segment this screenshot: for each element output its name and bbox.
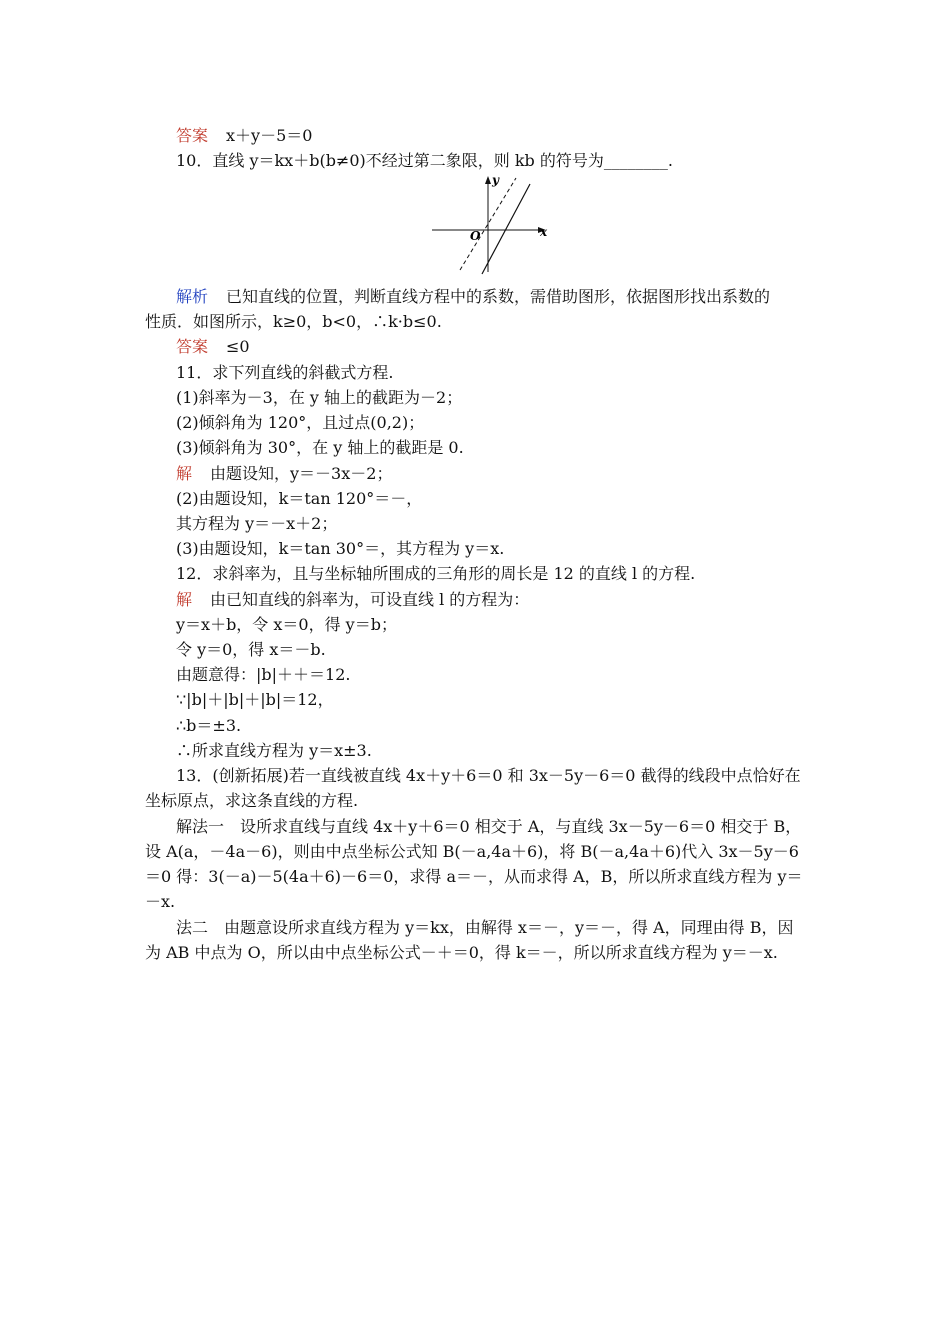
line-text: 由已知直线的斜率为，可设直线 l 的方程为： [210, 590, 530, 609]
line-text: (2)由题设知，k＝tan 120°＝－， [176, 489, 423, 508]
line-text: ≤0 [226, 337, 250, 356]
line-text: 其方程为 y＝－x＋2； [176, 514, 338, 533]
line-text: 13．(创新拓展)若一直线被直线 4x＋y＋6＝0 和 3x－5y－6＝0 截得的线段中点恰好在 [176, 766, 801, 785]
line-text: (1)斜率为－3，在 y 轴上的截距为－2； [176, 388, 463, 407]
section-label: 解 [176, 590, 193, 609]
text-line [176, 589, 529, 611]
text-line [145, 891, 175, 913]
text-line [176, 362, 393, 384]
line-text: 设 A(a，－4a－6)，则由中点坐标公式知 B(－a,4a＋6)，将 B(－a,4a＋6)代入 3x－5y－6 [145, 842, 799, 861]
line-text: ∴b＝±3. [176, 716, 242, 735]
text-line [176, 689, 334, 711]
text-line [176, 917, 793, 939]
text-line [176, 336, 250, 358]
line-text: ∴所求直线方程为 y＝x±3. [176, 741, 372, 760]
line-text: x＋y－5＝0 [226, 126, 313, 145]
text-line [145, 942, 778, 964]
line-text: (3)倾斜角为 30°，在 y 轴上的截距是 0. [176, 438, 464, 457]
text-line [176, 765, 801, 787]
line-text: 为 AB 中点为 O，所以由中点坐标公式－＋＝0，得 k＝－，所以所求直线方程为 y＝－x. [145, 943, 778, 962]
text-line [176, 538, 504, 560]
line-text: y＝x＋b，令 x＝0，得 y＝b； [176, 615, 397, 634]
y-axis-arrow-icon [485, 176, 491, 184]
text-line [176, 614, 397, 636]
text-line [176, 463, 392, 485]
line-text: 由题设知，y＝－3x－2； [210, 464, 393, 483]
section-label: 解析 [176, 287, 209, 306]
text-line [176, 286, 770, 308]
text-line [176, 125, 312, 147]
line-text: －x. [145, 892, 176, 911]
text-line [176, 387, 462, 409]
line-text: 11．求下列直线的斜截式方程. [176, 363, 394, 382]
line-text: 解法一 设所求直线与直线 4x＋y＋6＝0 相交于 A，与直线 3x－5y－6＝0 相交于 B， [176, 817, 802, 836]
text-line [176, 513, 337, 535]
line-text: 性质．如图所示，k≥0，b<0，∴k·b≤0. [145, 312, 442, 331]
origin-label: O [470, 229, 481, 243]
section-label: 答案 [176, 337, 209, 356]
text-line [145, 841, 799, 863]
line-text: (3)由题设知，k＝tan 30°＝，其方程为 y＝x. [176, 539, 505, 558]
text-line [176, 639, 326, 661]
section-label: 解 [176, 464, 193, 483]
line-text: 法二 由题意设所求直线方程为 y＝kx，由解得 x＝－，y＝－，得 A，同理由得 B，因 [176, 918, 794, 937]
text-line [176, 488, 422, 510]
line-text: 12．求斜率为，且与坐标轴所围成的三角形的周长是 12 的直线 l 的方程. [176, 564, 696, 583]
line-text: 坐标原点，求这条直线的方程. [145, 791, 359, 810]
x-axis-label: x [540, 225, 548, 239]
solid-line [482, 184, 530, 274]
y-axis-label: y [492, 173, 499, 187]
line-text: 已知直线的位置，判断直线方程中的系数，需借助图形，依据图形找出系数的 [226, 287, 771, 306]
line-text: ＝0 得：3(－a)－5(4a＋6)－6＝0，求得 a＝－，从而求得 A，B，所以所求直线方程为 y＝ [145, 867, 803, 886]
text-line [145, 866, 803, 888]
line-text: 10．直线 y＝kx＋b(b≠0)不经过第二象限，则 kb 的符号为________. [176, 151, 673, 170]
line-text: ∵|b|＋|b|＋|b|＝12， [176, 690, 334, 709]
text-line [176, 816, 801, 838]
text-line [176, 740, 372, 762]
text-line [176, 412, 424, 434]
text-line [176, 715, 241, 737]
line-graph-figure [430, 172, 552, 276]
text-line [176, 664, 350, 686]
line-text: (2)倾斜角为 120°，且过点(0,2)； [176, 413, 425, 432]
section-label: 答案 [176, 126, 209, 145]
text-line [176, 563, 695, 585]
text-line [176, 437, 464, 459]
text-line [145, 311, 442, 333]
line-text: 由题意得：|b|＋＋＝12. [176, 665, 351, 684]
text-line [176, 150, 673, 172]
line-text: 令 y＝0，得 x＝－b. [176, 640, 326, 659]
text-line [145, 790, 358, 812]
